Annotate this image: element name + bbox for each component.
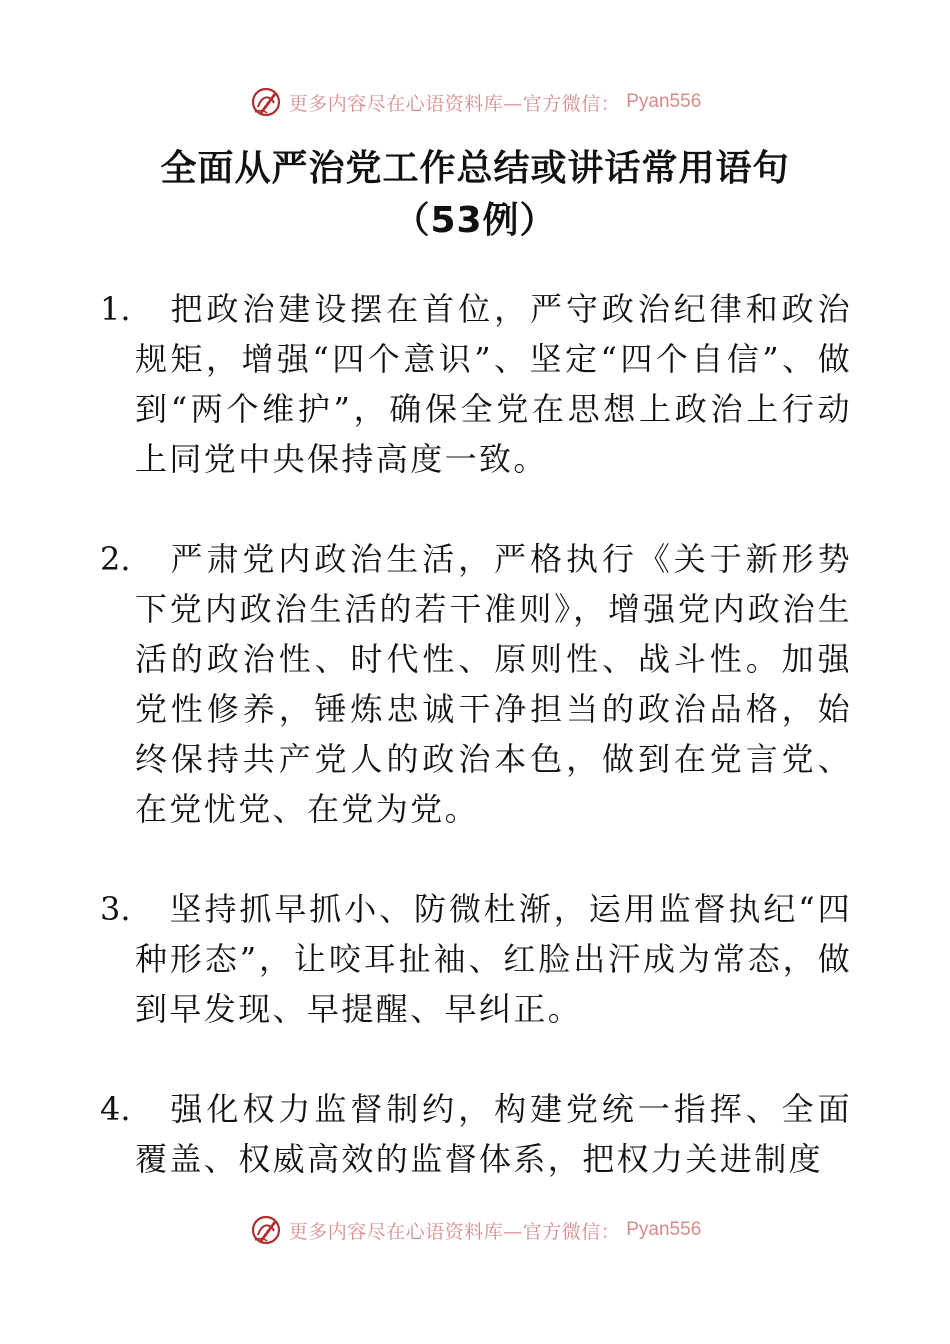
item-number: 4. <box>100 1090 131 1128</box>
list-item <box>100 1084 852 1184</box>
pen-logo-icon <box>249 1213 283 1247</box>
list-item <box>100 884 852 1034</box>
item-text: 坚持抓早抓小、防微杜渐，运用监督执纪“四种形态”，让咬耳扯袖、红脸出汗成为常态，做到早发现、早提醒、早纠正。 <box>135 890 852 1028</box>
list-item <box>100 284 852 484</box>
watermark-text: 更多内容尽在心语资料库—官方微信： <box>288 1220 621 1243</box>
title-line-1: 全面从严治党工作总结或讲话常用语句 <box>160 148 790 189</box>
item-number: 3. <box>100 890 131 928</box>
title-line-2: （53例） <box>393 200 557 241</box>
watermark-header <box>0 82 950 122</box>
item-text: 强化权力监督制约，构建党统一指挥、全面覆盖、权威高效的监督体系，把权力关进制度 <box>135 1090 852 1178</box>
watermark-text: 更多内容尽在心语资料库—官方微信： <box>288 92 621 115</box>
item-text: 把政治建设摆在首位，严守政治纪律和政治规矩，增强“四个意识”、坚定“四个自信”、做到“两个维护”，确保全党在思想上政治上行动上同党中央保持高度一致。 <box>135 290 852 478</box>
watermark-id: Pyan556 <box>626 1219 702 1240</box>
list-item <box>100 534 852 834</box>
watermark-id: Pyan556 <box>626 91 702 112</box>
item-number: 1. <box>100 290 131 328</box>
item-number: 2. <box>100 540 131 578</box>
watermark-footer <box>0 1210 950 1250</box>
document-body <box>100 284 852 1184</box>
item-text: 严肃党内政治生活，严格执行《关于新形势下党内政治生活的若干准则》，增强党内政治生活的政治性、时代性、原则性、战斗性。加强党性修养，锤炼忠诚干净担当的政治品格，始终保持共产党人的政治本色，做到在党言党、在党忧党、在党为党。 <box>135 540 852 828</box>
page-title <box>0 143 950 247</box>
pen-logo-icon <box>249 85 283 119</box>
